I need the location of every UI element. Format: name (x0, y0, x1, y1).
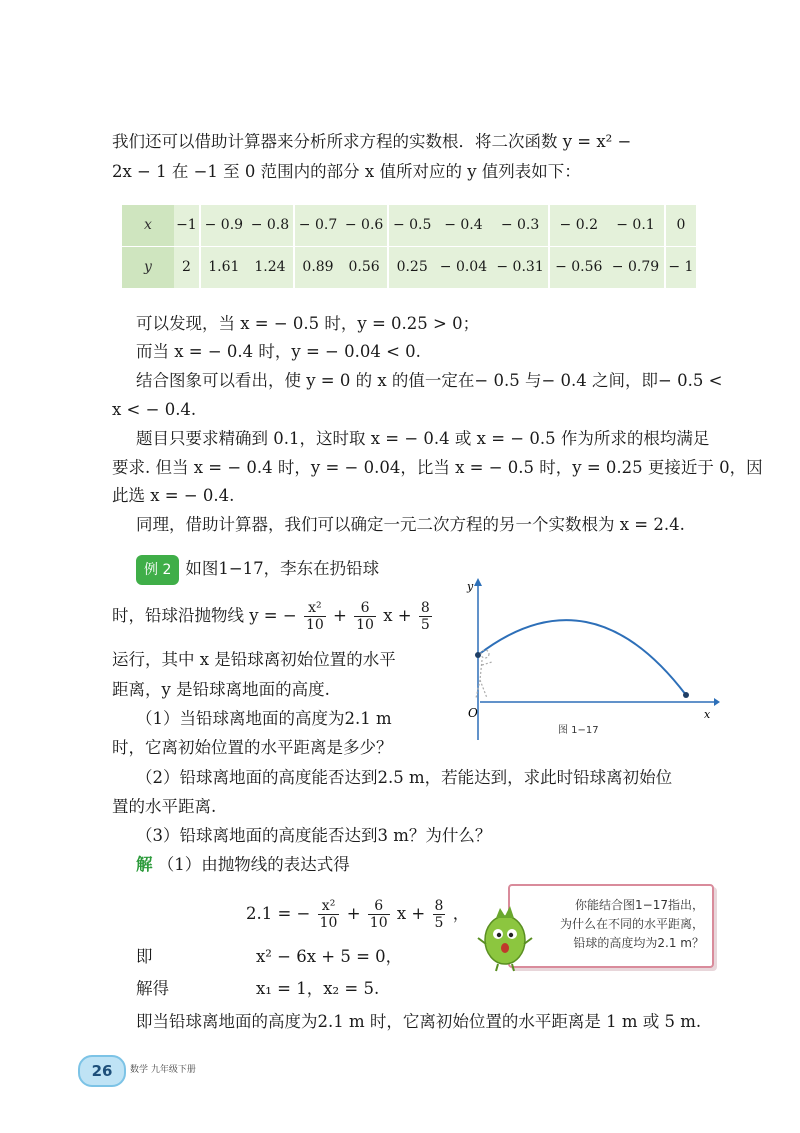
table-cell: 0 (665, 205, 696, 246)
denominator: 10 (369, 915, 388, 931)
example-heading (136, 555, 446, 585)
analysis-line-2: 而当 x = − 0.4 时，y = − 0.04 < 0. (136, 342, 421, 361)
question-2b: 置的水平距离. (112, 797, 217, 816)
example-text: 时，铅球沿抛物线 y = − (112, 606, 297, 625)
table-cell: − 0.5 (388, 205, 435, 246)
analysis-line-6: 要求. 但当 x = − 0.4 时，y = − 0.04，比当 x = − 0.5 时，y = 0.25 更接近于 0，因 (112, 458, 763, 477)
numerator: 8 (420, 600, 430, 616)
example-line-3: 运行，其中 x 是铅球离初始位置的水平 (112, 650, 396, 669)
jiede-label: 解得 (136, 979, 169, 998)
table-header-y: y (122, 246, 174, 288)
hint-text (560, 896, 704, 953)
fraction-x2-10 (318, 898, 340, 931)
table-cell: − 0.79 (607, 246, 665, 288)
table-cell: 0.56 (341, 246, 388, 288)
hint-line-2: 为什么在不同的水平距离， (559, 917, 704, 931)
page-number-badge (78, 1055, 126, 1087)
example-line-1: 如图1−17，李东在扔铅球 (185, 559, 380, 578)
analysis-line-5: 题目只要求精确到 0.1，这时取 x = − 0.4 或 x = − 0.5 作为所求的根均满足 (136, 429, 710, 448)
numerator: 6 (368, 898, 390, 915)
denominator: 5 (434, 915, 444, 931)
hint-line-3: 铅球的高度均为2.1 m？ (573, 936, 704, 950)
table-cell: 0.89 (294, 246, 341, 288)
table-cell: − 0.4 (435, 205, 492, 246)
release-point (475, 652, 481, 658)
equation-lhs: 2.1 = − (246, 904, 311, 923)
denominator: 5 (420, 617, 430, 633)
ji-label: 即 (136, 947, 153, 966)
y-axis-label: y (467, 580, 474, 593)
plus-sign: + (346, 904, 361, 923)
table-cell: − 0.56 (549, 246, 607, 288)
origin-label: O (468, 706, 478, 720)
equation-1 (246, 898, 476, 931)
mascot-icon (476, 900, 534, 972)
table-cell: − 0.1 (607, 205, 665, 246)
question-3: （3）铅球离地面的高度能否达到3 m？为什么？ (136, 826, 492, 845)
table-cell: 1.61 (200, 246, 247, 288)
numerator: 6 (354, 600, 376, 617)
equation-end: ， (452, 904, 470, 923)
table-cell: − 0.9 (200, 205, 247, 246)
analysis-line-4: x < − 0.4. (112, 400, 197, 419)
solution-label: 解 (136, 855, 153, 874)
numerator: 8 (434, 898, 444, 914)
table-cell: − 0.6 (341, 205, 388, 246)
solution-text: （1）由抛物线的表达式得 (157, 855, 350, 874)
table-cell: −1 (174, 205, 200, 246)
trajectory-parabola (478, 620, 686, 695)
intro-line-1: 我们还可以借助计算器来分析所求方程的实数根．将二次函数 y = x² − (112, 132, 632, 151)
example-badge: 例 2 (136, 555, 179, 585)
equation-2: x² − 6x + 5 = 0， (256, 947, 403, 966)
numerator: x² (318, 898, 340, 915)
table-row-x (122, 205, 696, 246)
equation-3: x₁ = 1，x₂ = 5. (256, 979, 380, 998)
intro-line-2: 2x − 1 在 −1 至 0 范围内的部分 x 值所对应的 y 值列表如下： (112, 162, 581, 181)
figure-1-17 (430, 570, 720, 745)
x-axis-arrow-icon (714, 698, 720, 706)
question-1b: 时，它离初始位置的水平距离是多少？ (112, 738, 393, 757)
fraction-8-5 (433, 898, 446, 931)
denominator: 10 (319, 915, 338, 931)
footer-book-title: 数学 九年级下册 (130, 1065, 196, 1075)
value-table (122, 205, 696, 289)
solution-final: 即当铅球离地面的高度为2.1 m 时，它离初始位置的水平距离是 1 m 或 5 m. (136, 1012, 702, 1031)
denominator: 10 (356, 617, 374, 633)
hint-line-1: 你能结合图1−17指出， (575, 898, 704, 912)
table-cell: − 0.8 (247, 205, 294, 246)
table-cell: − 0.3 (492, 205, 550, 246)
fraction-x2-10 (304, 600, 326, 633)
numerator: x² (304, 600, 326, 617)
table-cell: 2 (174, 246, 200, 288)
y-axis-arrow-icon (474, 578, 482, 586)
table-cell: − 0.2 (549, 205, 607, 246)
solution-line-1 (136, 851, 744, 879)
hint-bubble (508, 884, 714, 968)
equation-text: x + (396, 904, 426, 923)
fraction-6-10 (368, 898, 390, 931)
question-1a: （1）当铅球离地面的高度为2.1 m (136, 709, 392, 728)
fraction-6-10 (354, 600, 376, 633)
x-axis-label: x (704, 708, 711, 721)
figure-caption: 图 1−17 (558, 725, 599, 736)
denominator: 10 (305, 617, 324, 633)
analysis-line-8: 同理，借助计算器，我们可以确定一元二次方程的另一个实数根为 x = 2.4. (136, 515, 685, 534)
analysis-line-3: 结合图象可以看出，使 y = 0 的 x 的值一定在− 0.5 与− 0.4 之间，即− 0.5 < (136, 371, 723, 390)
table-cell: − 1 (665, 246, 696, 288)
question-2a: （2）铅球离地面的高度能否达到2.5 m，若能达到，求此时铅球离初始位 (136, 768, 673, 787)
landing-point (683, 692, 689, 698)
table-header-x: x (122, 205, 174, 246)
analysis-line-1: 可以发现，当 x = − 0.5 时，y = 0.25 > 0； (136, 314, 480, 333)
table-cell: 0.25 (388, 246, 435, 288)
analysis-line-7: 此选 x = − 0.4. (112, 486, 235, 505)
example-text: x + (383, 606, 412, 625)
table-cell: − 0.31 (492, 246, 550, 288)
table-cell: − 0.7 (294, 205, 341, 246)
table-cell: − 0.04 (435, 246, 492, 288)
example-line-2 (112, 600, 432, 633)
example-line-4: 距离，y 是铅球离地面的高度. (112, 680, 330, 699)
table-row-y (122, 246, 696, 288)
plus-sign: + (333, 606, 347, 625)
page-number: 26 (91, 1062, 113, 1080)
table-cell: 1.24 (247, 246, 294, 288)
